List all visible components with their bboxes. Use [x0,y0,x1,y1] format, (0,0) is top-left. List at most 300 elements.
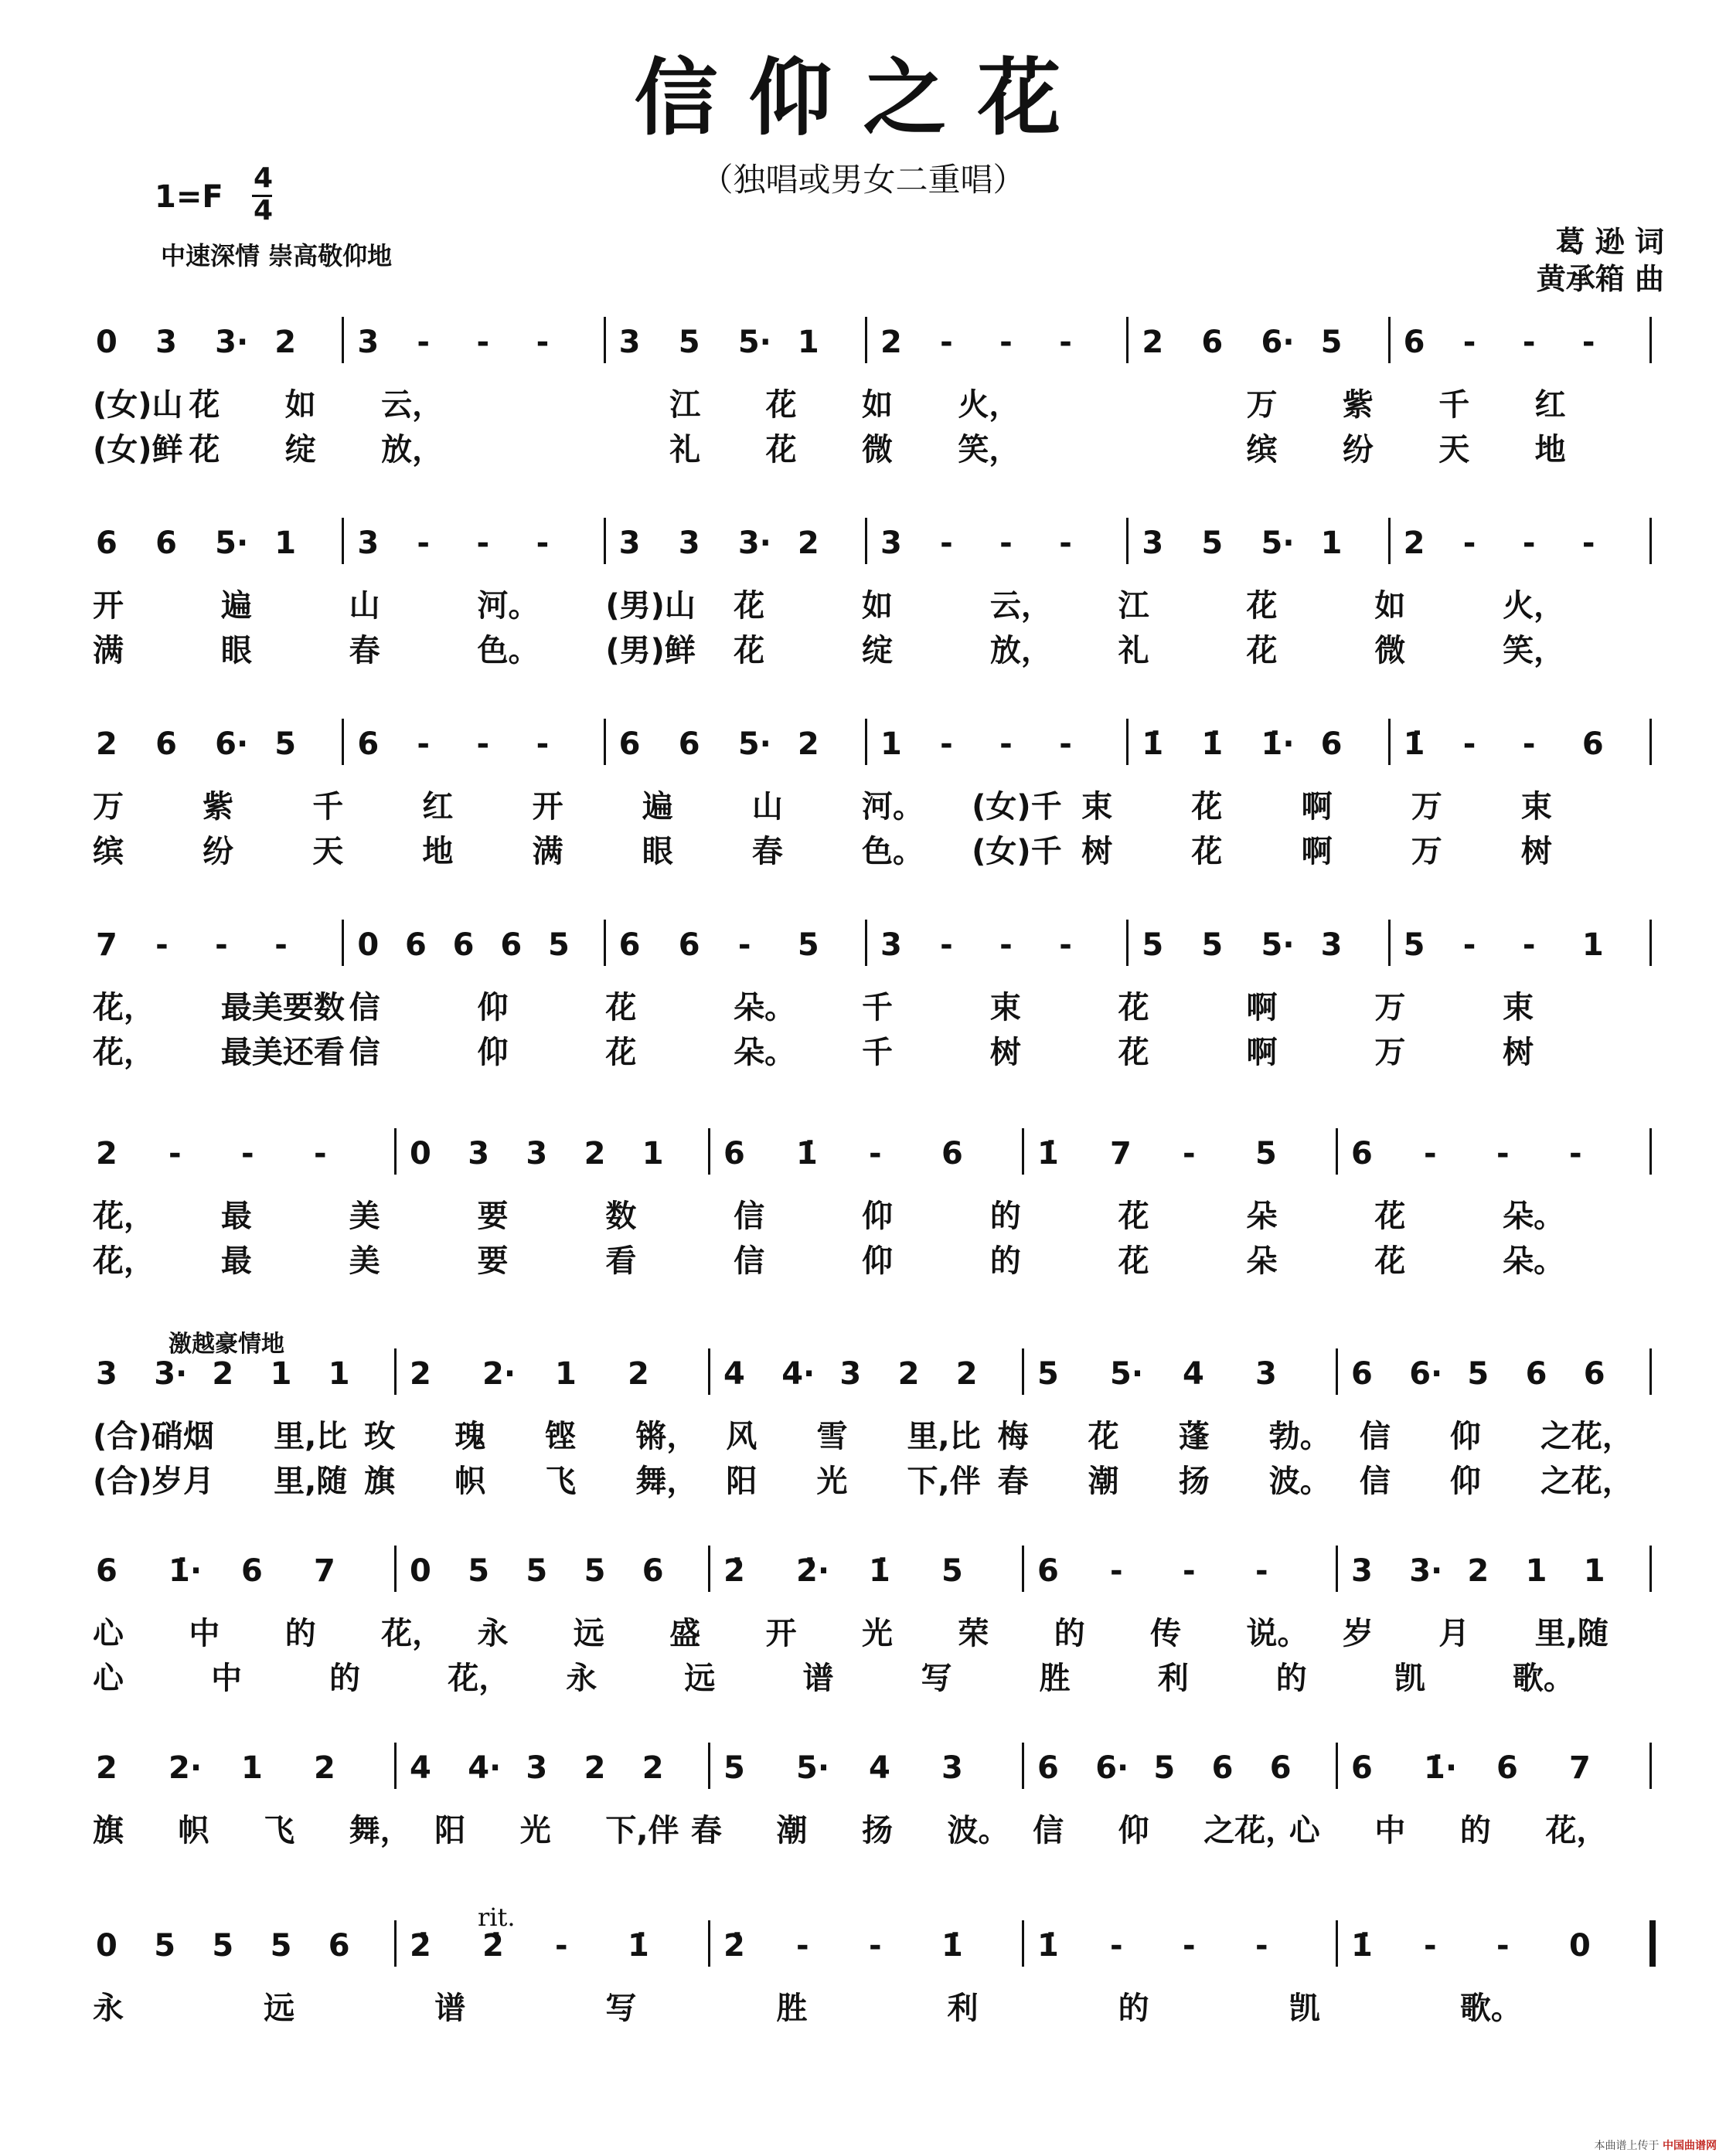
note: 2 [96,1750,117,1786]
barline [1022,1920,1024,1967]
lyric: 下,伴 [605,1813,679,1848]
note: 5· [796,1750,830,1786]
note: 5 [1467,1356,1489,1392]
barline [604,920,606,966]
note: 3 [155,325,177,360]
note: 1̇ [869,1553,890,1589]
lyric: 最美要数 [220,990,345,1025]
lyric: 花 [1118,1199,1149,1234]
lyric: 利 [1157,1661,1189,1696]
lyric: 光 [519,1813,551,1848]
lyric: 开 [93,588,124,624]
barline [342,518,344,564]
barline [865,920,867,966]
lyric: 之花， [1540,1464,1633,1499]
lyric: 美 [349,1199,380,1234]
note: 1̇ [941,1928,963,1964]
time-signature-denominator: 4 [254,195,274,226]
lyric: 谱 [802,1661,834,1696]
lyric: 之花， [1540,1419,1633,1454]
note-extension: - [417,525,431,561]
barline [1336,1546,1338,1592]
lyric: 信 [1033,1813,1064,1848]
lyric: 花 [1088,1419,1119,1454]
lyric: 潮 [1088,1464,1119,1499]
lyric: 万 [1374,1035,1406,1070]
lyric: 信 [1359,1419,1391,1454]
note: 5 [1403,927,1425,963]
lyric: 飞 [264,1813,295,1848]
lyric: 朵。 [1503,1199,1565,1234]
note: 6· [1261,325,1295,360]
lyric: 春 [751,834,783,869]
note-extension: - [274,927,288,963]
lyric: 里,比 [907,1419,981,1454]
lyric: 帜 [178,1813,209,1848]
lyric: 蓬 [1178,1419,1210,1454]
lyric: 礼 [669,432,701,468]
lyric: 的 [1054,1616,1085,1651]
note: 5 [274,726,297,762]
lyric: 花 [189,387,220,423]
watermark [1595,2137,1717,2153]
note: 6 [1581,726,1604,762]
lyric: 花 [1374,1243,1406,1279]
note: 4 [723,1356,745,1392]
lyric: 春 [349,633,380,668]
lyric: 之花， [1203,1813,1297,1848]
lyric: 紫 [1342,387,1374,423]
note: 7 [1110,1136,1132,1172]
lyric: 花 [765,387,797,423]
note-extension: - [417,325,431,360]
barline [394,1920,397,1967]
lyric: (女)山 [93,387,183,423]
lyric: 心 [93,1661,124,1696]
lyric: 绽 [862,633,893,668]
note-extension: - [1110,1928,1123,1964]
lyric: 放， [989,633,1052,668]
lyric: 花 [765,432,797,468]
lyric: 遍 [220,588,252,624]
lyric: 色。 [477,633,540,668]
barline [394,1743,397,1789]
lyric: 的 [329,1661,361,1696]
lyric: 永 [477,1616,509,1651]
barline [1022,1546,1024,1592]
note: 2̇ [482,1928,504,1964]
lyric: 树 [989,1035,1021,1070]
lyric: 中 [211,1661,243,1696]
note: 2 [955,1356,978,1392]
lyric: 开 [532,789,563,825]
note-extension: - [1255,1553,1268,1589]
note-extension: - [1496,1928,1510,1964]
lyric: 中 [189,1616,220,1651]
note-extension: - [536,525,550,561]
lyric: 歌。 [1512,1661,1575,1696]
lyric: 要 [477,1243,509,1279]
barline [394,1128,397,1175]
lyric: 笑， [958,432,1020,468]
lyric: 写 [921,1661,952,1696]
note-extension: - [940,525,953,561]
note: 0 [96,1928,117,1964]
note: 5· [1110,1356,1144,1392]
lyric: 仰 [862,1199,893,1234]
lyric: 潮 [776,1813,808,1848]
lyric: 花 [605,1035,637,1070]
barline [1388,518,1391,564]
barline [1649,719,1652,765]
note: 3· [1409,1553,1443,1589]
barline [708,1920,710,1967]
lyric: 信 [349,990,380,1025]
note-extension: - [1462,525,1476,561]
note-extension: - [1581,525,1595,561]
note: 6 [941,1136,963,1172]
barline [1022,1743,1024,1789]
note-extension: - [1424,1928,1437,1964]
lyric: 锵， [635,1419,698,1454]
lyric: 最 [220,1243,252,1279]
key-signature: 1=F [155,179,223,215]
song-subtitle: （独唱或男女二重唱） [700,161,1026,199]
lyric: 如 [862,387,893,423]
note: 1̇· [1424,1750,1458,1786]
note-extension: - [1496,1136,1510,1172]
note: 6 [500,927,523,963]
lyric: 旗 [93,1813,124,1848]
lyric: 万 [1246,387,1278,423]
note: 0 [357,927,380,963]
tempo-change-marking: 激越豪情地 [169,1331,284,1358]
note-extension: - [555,1928,568,1964]
note: 2 [1142,325,1164,360]
lyric: 扬 [1178,1464,1210,1499]
lyric: 永 [93,1991,124,2026]
note: 5 [678,325,700,360]
lyric: 下,伴 [907,1464,981,1499]
lyric: 看 [605,1243,637,1279]
note: 1̇ [796,1136,818,1172]
lyric: 啊 [1301,789,1333,825]
lyric: 岁 [1342,1616,1374,1651]
note: 2 [96,1136,117,1172]
note: 1 [1525,1553,1547,1589]
note: 1̇· [1261,726,1295,762]
lyric: 舞， [635,1464,698,1499]
note-extension: - [999,726,1013,762]
barline [1649,1128,1652,1175]
note: 4· [781,1356,815,1392]
note: 6 [405,927,427,963]
lyric: 美 [349,1243,380,1279]
note: 6 [1403,325,1425,360]
lyric: 胜 [776,1991,808,2026]
lyric: 花， [1545,1813,1608,1848]
note: 6 [96,1553,117,1589]
lyric: 河。 [862,789,924,825]
lyric: 的 [1275,1661,1307,1696]
lyric: 传 [1150,1616,1182,1651]
note: 5 [723,1750,745,1786]
note: 6 [328,1928,350,1964]
note-extension: - [476,525,490,561]
note-extension: - [536,726,550,762]
note: 2̇ [410,1928,431,1964]
lyric: 啊 [1301,834,1333,869]
note: 6· [1409,1356,1443,1392]
lyric: 远 [264,1991,295,2026]
lyric: 天 [312,834,344,869]
lyric: 笑， [1503,633,1565,668]
barline [1126,920,1129,966]
barline [708,1128,710,1175]
note: 6 [241,1553,263,1589]
lyric: 月 [183,1464,215,1499]
barline [1649,1743,1652,1789]
lyric: 花， [93,1199,155,1234]
lyric: 满 [93,633,124,668]
lyric: 凯 [1394,1661,1425,1696]
note: 5 [548,927,570,963]
note-extension: - [169,1136,182,1172]
note-extension: - [737,927,751,963]
lyric: 红 [422,789,454,825]
note: 1̇ [1201,726,1224,762]
lyric: 纷 [1342,432,1374,468]
note: 6 [1201,325,1224,360]
lyric: 云， [989,588,1052,624]
note: 5 [1037,1356,1059,1392]
lyric: 万 [1374,990,1406,1025]
lyric: 利 [947,1991,979,2026]
lyric: 啊 [1246,1035,1278,1070]
note-extension: - [1522,726,1536,762]
lyric: 满 [532,834,563,869]
note: 6 [642,1553,664,1589]
note: 6 [678,726,700,762]
lyric: 缤 [1246,432,1278,468]
note: 3 [618,325,641,360]
barline [1649,1546,1652,1592]
note: 6 [1037,1750,1059,1786]
lyric: 朵 [1246,1199,1278,1234]
note-extension: - [155,927,169,963]
lyric: (男)山 [605,588,696,624]
barline [1336,1743,1338,1789]
note-extension: - [1522,325,1536,360]
lyric: 风 [726,1419,757,1454]
lyric: 如 [284,387,316,423]
lyric: 花 [1374,1199,1406,1234]
note: 5· [737,726,771,762]
note: 4· [468,1750,502,1786]
note: 5· [1261,525,1295,561]
note: 2 [274,325,297,360]
note: 6 [1351,1750,1373,1786]
lyric: 波。 [1268,1464,1331,1499]
lyric: 花 [1191,789,1223,825]
lyric: 荣 [958,1616,989,1651]
note: 1̇· [169,1553,203,1589]
note: 5 [526,1553,548,1589]
note: 5 [212,1928,234,1964]
barline [1388,719,1391,765]
note-extension: - [940,726,953,762]
note: 6 [678,927,700,963]
lyric: 月 [1438,1616,1470,1651]
lyric: 花， [93,990,155,1025]
note: 1 [1583,1553,1605,1589]
lyric: 花 [734,588,765,624]
lyric: 遍 [642,789,673,825]
note: 5 [1142,927,1164,963]
barline [1022,1128,1024,1175]
lyric: 花 [734,633,765,668]
lyric: 色。 [862,834,924,869]
note-extension: - [1255,1928,1268,1964]
lyric: 江 [669,387,701,423]
lyric: 要 [477,1199,509,1234]
lyric: 束 [1520,789,1552,825]
barline [394,1546,397,1592]
note: 3 [941,1750,963,1786]
lyric: 地 [1534,432,1566,468]
note: 3 [1142,525,1164,561]
note-extension: - [1569,1136,1582,1172]
lyric: 山 [349,588,380,624]
barline [1336,1920,1338,1967]
lyric: 春 [997,1464,1029,1499]
note-extension: - [1183,1136,1196,1172]
lyric: (合)硝 [93,1419,183,1454]
barline [342,317,344,363]
note: 3· [154,1356,188,1392]
note: 6 [1583,1356,1605,1392]
note-extension: - [999,325,1013,360]
lyric: 的 [989,1243,1021,1279]
barline [342,719,344,765]
note: 5 [1201,525,1224,561]
note: 1 [1320,525,1343,561]
note: 3 [880,927,902,963]
note: 5· [1261,927,1295,963]
note: 3 [96,1356,117,1392]
lyric: 铿 [545,1419,577,1454]
note: 3 [526,1136,548,1172]
lyric: 瑰 [454,1419,486,1454]
note: 1̇ [628,1928,649,1964]
note: 6 [1351,1356,1373,1392]
note: 4 [410,1750,431,1786]
barline [1022,1348,1024,1395]
lyric: 礼 [1118,633,1149,668]
note: 6 [1496,1750,1518,1786]
lyric: 仰 [1118,1813,1149,1848]
lyric: 仰 [477,990,509,1025]
note: 2̇· [796,1553,830,1589]
lyric: 春 [690,1813,722,1848]
lyric: 的 [989,1199,1021,1234]
lyric: 花， [381,1616,444,1651]
lyric: 信 [1359,1464,1391,1499]
note-extension: - [1110,1553,1123,1589]
lyric: 树 [1503,1035,1534,1070]
lyric: 花 [1246,588,1278,624]
note: 6 [1269,1750,1292,1786]
barline [1388,317,1391,363]
lyric: 玫 [364,1419,396,1454]
barline [1336,1348,1338,1395]
note-extension: - [1059,525,1072,561]
note: 7 [314,1553,335,1589]
lyric: 花 [1246,633,1278,668]
note-extension: - [536,325,550,360]
lyric: 花 [605,990,637,1025]
note: 1 [270,1356,292,1392]
note: 5 [797,927,819,963]
lyric: 千 [862,990,893,1025]
lyric: (女)千 [972,789,1062,825]
note: 3 [1255,1356,1277,1392]
lyric: 微 [862,432,893,468]
lyric: 眼 [642,834,673,869]
note: 2· [482,1356,516,1392]
lyric: 火， [1503,588,1565,624]
lyric: 地 [422,834,454,869]
note: 0 [96,325,117,360]
tempo-marking: 中速深情 崇高敬仰地 [161,241,393,270]
lyric: 数 [605,1199,637,1234]
lyric: 千 [312,789,344,825]
note-extension: - [940,927,953,963]
note: 3 [839,1356,862,1392]
barline [865,518,867,564]
lyric: 朵。 [734,990,796,1025]
lyric: 束 [1081,789,1113,825]
lyric: 说。 [1246,1616,1309,1651]
lyric: 最 [220,1199,252,1234]
lyric: 啊 [1246,990,1278,1025]
lyric: 天 [1438,432,1470,468]
barline [1336,1128,1338,1175]
lyric: 阳 [434,1813,466,1848]
lyric: (女)鲜 [93,432,183,468]
note-extension: - [1059,726,1072,762]
note: 7 [96,927,117,963]
note: 3 [468,1136,490,1172]
lyric: 花， [448,1661,510,1696]
lyric: 花 [1118,990,1149,1025]
note: 2 [584,1136,606,1172]
note: 2 [1403,525,1425,561]
lyric: 如 [862,588,893,624]
note-extension: - [1462,726,1476,762]
lyric: 舞， [349,1813,411,1848]
lyric: 束 [1503,990,1534,1025]
note: 1 [642,1136,664,1172]
lyric: 盛 [669,1616,701,1651]
note: 6· [215,726,249,762]
lyric: 波。 [947,1813,1009,1848]
note-extension: - [999,525,1013,561]
watermark-site-name: 中国曲谱网 [1663,2140,1717,2152]
lyric: 千 [862,1035,893,1070]
note: 0 [410,1136,431,1172]
note-extension: - [1462,927,1476,963]
